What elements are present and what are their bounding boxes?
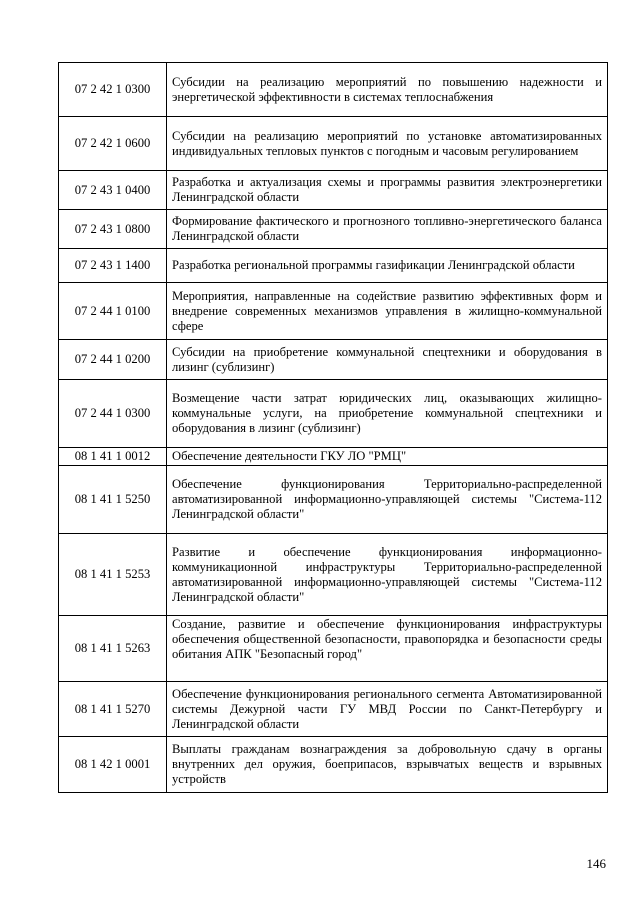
table-row (59, 171, 608, 210)
row-code: 07 2 43 1 1400 (59, 249, 167, 283)
table-row (59, 210, 608, 249)
row-description: Субсидии на реализацию мероприятий по установке автоматизированных индивидуальных тепловых пунктов с погодным и часовым регулированием (167, 117, 608, 171)
row-description: Возмещение части затрат юридических лиц, оказывающих жилищно-коммунальные услуги, на приобретение коммунальной спецтехники и оборудования в лизинг (сублизинг) (167, 380, 608, 448)
row-description: Развитие и обеспечение функционирования информационно-коммуникационной инфраструктуры Территориально-распределенной автоматизированной информационно-управляющей системы "Система-112 Ленинградской области" (167, 534, 608, 616)
table-row (59, 534, 608, 616)
row-description: Обеспечение деятельности ГКУ ЛО "РМЦ" (167, 448, 608, 466)
page-number: 146 (586, 856, 606, 871)
row-description: Формирование фактического и прогнозного топливно-энергетического баланса Ленинградской области (167, 210, 608, 249)
table-row (59, 380, 608, 448)
table-row (59, 249, 608, 283)
row-code: 08 1 41 1 5253 (59, 534, 167, 616)
table-row (59, 448, 608, 466)
row-code: 07 2 43 1 0400 (59, 171, 167, 210)
row-description: Создание, развитие и обеспечение функционирования инфраструктуры обеспечения общественной безопасности, правопорядка и безопасности среды обитания АПК "Безопасный город" (167, 616, 608, 682)
table-row (59, 63, 608, 117)
row-code: 07 2 44 1 0200 (59, 340, 167, 380)
row-code: 07 2 42 1 0300 (59, 63, 167, 117)
row-code: 07 2 44 1 0100 (59, 283, 167, 340)
table-row (59, 682, 608, 737)
table-row (59, 117, 608, 171)
row-description: Обеспечение функционирования регионального сегмента Автоматизированной системы Дежурной части ГУ МВД России по Санкт-Петербургу и Ленинградской области (167, 682, 608, 737)
row-code: 08 1 42 1 0001 (59, 737, 167, 793)
row-code: 08 1 41 1 0012 (59, 448, 167, 466)
row-code: 08 1 41 1 5270 (59, 682, 167, 737)
row-code: 08 1 41 1 5263 (59, 616, 167, 682)
row-description: Обеспечение функционирования Территориально-распределенной автоматизированной информационно-управляющей системы "Система-112 Ленинградской области" (167, 466, 608, 534)
row-code: 07 2 42 1 0600 (59, 117, 167, 171)
row-code: 07 2 43 1 0800 (59, 210, 167, 249)
row-description: Разработка региональной программы газификации Ленинградской области (167, 249, 608, 283)
row-code: 07 2 44 1 0300 (59, 380, 167, 448)
row-description: Выплаты гражданам вознаграждения за добровольную сдачу в органы внутренних дел оружия, боеприпасов, взрывчатых веществ и взрывных устройств (167, 737, 608, 793)
row-description: Разработка и актуализация схемы и программы развития электроэнергетики Ленинградской области (167, 171, 608, 210)
row-description: Субсидии на приобретение коммунальной спецтехники и оборудования в лизинг (сублизинг) (167, 340, 608, 380)
table-row (59, 737, 608, 793)
row-code: 08 1 41 1 5250 (59, 466, 167, 534)
budget-codes-table (58, 62, 608, 793)
table-row (59, 340, 608, 380)
table-row (59, 283, 608, 340)
row-description: Субсидии на реализацию мероприятий по повышению надежности и энергетической эффективности в системах теплоснабжения (167, 63, 608, 117)
row-description: Мероприятия, направленные на содействие развитию эффективных форм и внедрение современных механизмов управления в жилищно-коммунальной сфере (167, 283, 608, 340)
table-row (59, 466, 608, 534)
table-row (59, 616, 608, 682)
